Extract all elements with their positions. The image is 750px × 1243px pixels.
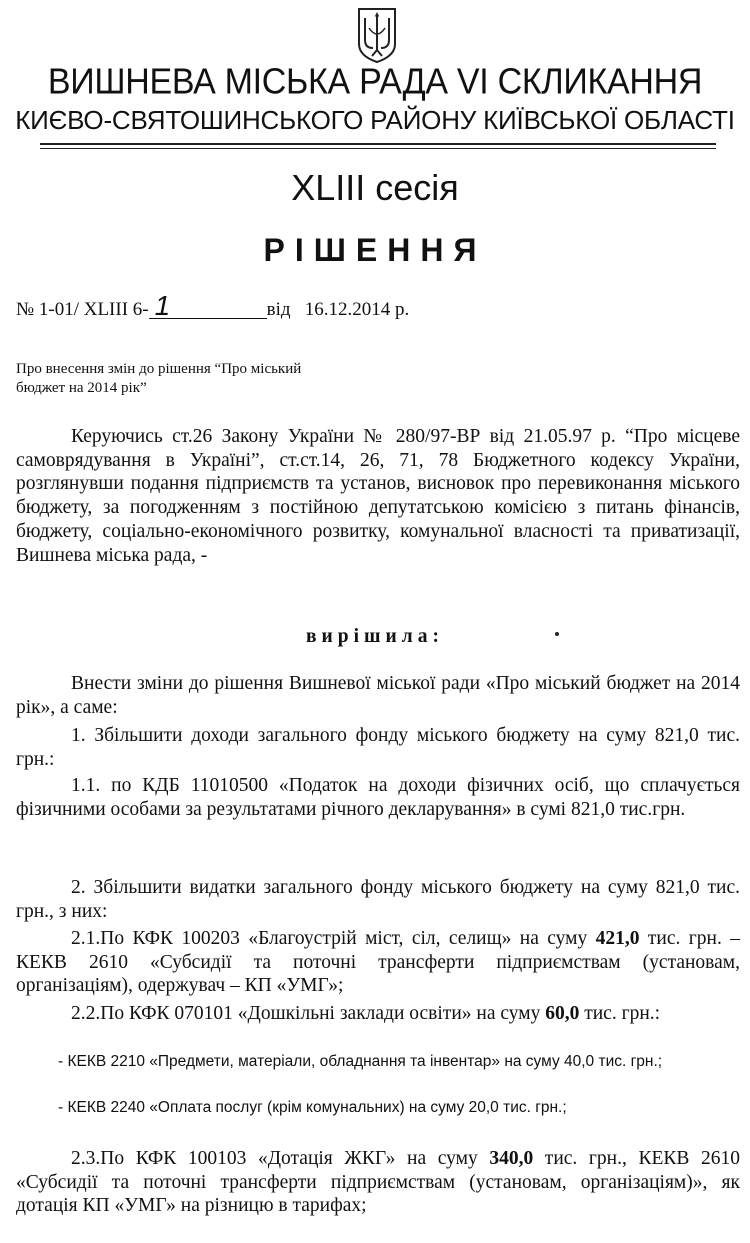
subject-line-2: бюджет на 2014 рік”: [16, 380, 147, 396]
item-2-3: [16, 1147, 740, 1218]
decision-date: 16.12.2014 р.: [304, 299, 410, 320]
preamble-paragraph: Керуючись ст.26 Закону України № 280/97-ВР від 21.05.97 р. “Про місцеве самоврядування в Україні”, ст.ст.14, 26, 71, 78 Бюджетного кодексу України, розглянувши подання підприємств та установ, висновок про перевиконання міського бюджету, за погодженням з постійною депутатською комісією з питань фінансів, бюджету, соціально-економічного розвитку, комунальної власності та приватизації, Вишнева міська рада, -: [16, 426, 740, 566]
item-1-1: 1.1. по КДБ 11010500 «Податок на доходи фізичних осіб, що сплачується фізичними особами за результатами річного декларування» в сумі 821,0 тис.грн.: [16, 775, 740, 820]
date-label: від: [266, 299, 291, 320]
item-2-3-amount: 340,0: [489, 1148, 534, 1169]
item-2-2-sub-2: - КЕКВ 2240 «Оплата послуг (крім комунальних) на суму 20,0 тис. грн.;: [58, 1099, 567, 1116]
district-name: КИЄВО-СВЯТОШИНСЬКОГО РАЙОНУ КИЇВСЬКОЇ ОБЛАСТІ: [15, 105, 735, 135]
header-divider-thin: [40, 148, 716, 149]
resolved-heading: вирішила:: [306, 626, 444, 647]
decision-number-prefix: № 1-01/ XLIII 6-: [16, 299, 149, 320]
item-2: 2. Збільшити видатки загального фонду міського бюджету на суму 821,0 тис. грн., з них:: [16, 877, 740, 922]
stray-mark: [555, 632, 559, 636]
item-2-3-text-a: 2.3.По КФК 100103 «Дотація ЖКГ» на суму: [71, 1148, 490, 1169]
intro-paragraph: Внести зміни до рішення Вишневої міської ради «Про міський бюджет на 2014 рік», а саме:: [16, 673, 740, 718]
item-2-1-amount: 421,0: [595, 928, 640, 949]
item-2-2-amount: 60,0: [545, 1003, 580, 1024]
session-title: XLIII сесія: [291, 167, 459, 208]
header-divider-thick: [40, 143, 716, 145]
item-2-1: [16, 927, 740, 998]
decision-subject: [16, 360, 376, 398]
item-2-2-sub-1: - КЕКВ 2210 «Предмети, матеріали, обладнання та інвентар» на суму 40,0 тис. грн.;: [58, 1053, 663, 1070]
decision-number-line: [16, 290, 410, 325]
decision-number-handwritten: 1: [149, 294, 267, 319]
council-name: ВИШНЕВА МІСЬКА РАДА VI СКЛИКАННЯ: [47, 62, 703, 102]
document-type-title: РІШЕННЯ: [263, 232, 487, 268]
item-2-2-text-b: тис. грн.:: [579, 1003, 661, 1024]
trident-emblem-icon: [355, 6, 399, 64]
item-2-2: [16, 1002, 740, 1026]
item-2-3-text-b: тис. грн., КЕКВ 2610 «Субсидії та поточні трансферти підприємствам (установам, організаціям)», як дотація КП «УМГ» на різницю в тарифах;: [16, 1148, 740, 1217]
subject-line-1: Про внесення змін до рішення “Про міський: [16, 361, 302, 377]
item-1: 1. Збільшити доходи загального фонду міського бюджету на суму 821,0 тис. грн.:: [16, 725, 740, 770]
item-2-1-text-b: тис. грн. – КЕКВ 2610 «Субсидії та поточні трансферти підприємствам (установам, організаціям), одержувач – КП «УМГ»;: [16, 928, 740, 997]
item-2-2-text-a: 2.2.По КФК 070101 «Дошкільні заклади освіти» на суму: [71, 1003, 546, 1024]
item-2-1-text-a: 2.1.По КФК 100203 «Благоустрій міст, сіл, селищ» на суму: [71, 928, 596, 949]
